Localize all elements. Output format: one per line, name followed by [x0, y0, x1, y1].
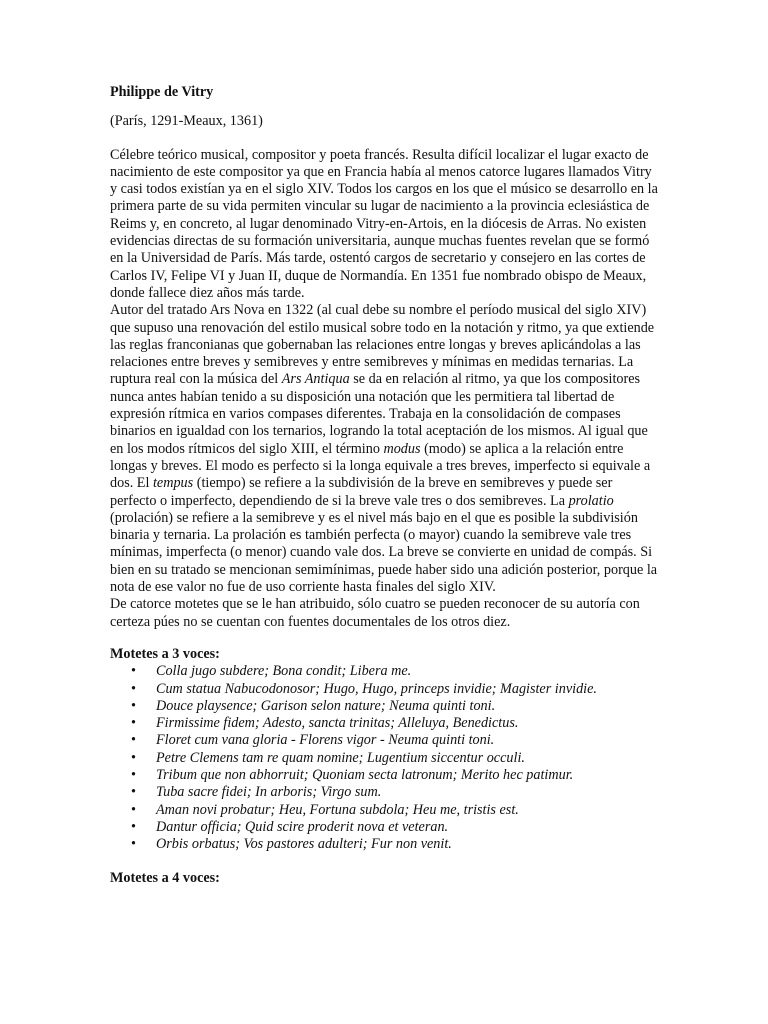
motet-title: Tribum que non abhorruit; Quoniam secta latronum; Merito hec patimur. — [156, 766, 574, 783]
motets-3-voices-section — [110, 646, 662, 854]
document-title: Philippe de Vitry — [110, 84, 214, 100]
motet-list-item — [110, 698, 662, 715]
birth-death-dates: (París, 1291-Meaux, 1361) — [110, 113, 263, 130]
motet-list-item — [110, 784, 662, 801]
motet-list-item — [110, 802, 662, 819]
motet-list-item — [110, 715, 662, 732]
bullet-icon: • — [131, 663, 136, 680]
motet-title: Petre Clemens tam re quam nomine; Lugentium siccentur occuli. — [156, 749, 525, 766]
section-heading: Motetes a 3 voces: — [110, 645, 220, 662]
italic-term: prolatio — [568, 492, 614, 509]
motet-list-item — [110, 663, 662, 680]
bullet-icon: • — [131, 784, 136, 801]
motet-list-item — [110, 819, 662, 836]
bullet-icon: • — [131, 801, 136, 818]
motet-title: Orbis orbatus; Vos pastores adulteri; Fur non venit. — [156, 836, 452, 853]
motet-title: Douce playsence; Garison selon nature; Neuma quinti toni. — [156, 697, 496, 714]
text-run: De catorce motetes que se le han atribuido, sólo cuatro se pueden reconocer de su autoría con certeza púes no se cuentan con fuentes documentales de los otros diez. — [110, 596, 640, 630]
text-run: Célebre teórico musical, compositor y poeta francés. Resulta difícil localizar el lugar exacto de nacimiento de este compositor ya que en Francia había al menos catorce lugares llamados Vitry y casi todos existían ya en el siglo XIV. Todos los cargos en los que el músico se desarrollo en la primera parte de su vida permiten vincular su lugar de nacimiento a la provincia eclesiástica de Reims y, en concreto, al lugar denominado Vitry-en-Artois, en la diócesis de Arras. No existen evidencias directas de su formación universitaria, aunque muchas fuentes revelan que se formó en la Universidad de París. Más tarde, ostentó cargos de secretario y consejero en las cortes de Carlos IV, Felipe VI y Juan II, duque de Normandía. En 1351 fue nombrado obispo de Meaux, donde fallece diez años más tarde. — [110, 146, 658, 301]
bullet-icon: • — [131, 680, 136, 697]
bullet-icon: • — [131, 818, 136, 835]
motet-list-item — [110, 750, 662, 767]
text-run: (modo) se aplica a la relación entre longas y breves. El modo es perfecto si la longa equivale a tres breves, imperfecto si equivale a dos. El — [110, 440, 651, 492]
bullet-icon: • — [131, 732, 136, 749]
motet-title: Colla jugo subdere; Bona condit; Libera me. — [156, 663, 412, 680]
text-run: (prolación) se refiere a la semibreve y es el nivel más bajo en el que es posible la subdivisión binaria y ternaria. La prolación es también perfecta (o mayor) cuando la semibreve vale tres mínimas, imperfecta (o menor) cuando vale dos. La breve se convierte en unidad de compás. Si bien en su tratado se mencionan semimínimas, puede haber sido una adición posterior, porque la nota de ese valor no fue de uso corriente hasta finales del siglo XIV. — [110, 509, 658, 596]
bullet-icon: • — [131, 749, 136, 766]
motet-list-item — [110, 681, 662, 698]
italic-term: modus — [383, 440, 421, 457]
motet-title: Floret cum vana gloria - Florens vigor - Neuma quinti toni. — [156, 732, 495, 749]
motet-title: Dantur officia; Quid scire proderit nova et veteran. — [156, 818, 449, 835]
motets-intro-paragraph — [110, 596, 662, 631]
section-heading: Motetes a 4 voces: — [110, 870, 220, 887]
motet-title: Firmissime fidem; Adesto, sancta trinitas; Alleluya, Benedictus. — [156, 715, 519, 732]
motet-title: Aman novi probatur; Heu, Fortuna subdola; Heu me, tristis est. — [156, 801, 519, 818]
italic-term: tempus — [152, 475, 194, 492]
italic-term: Ars Antiqua — [281, 371, 350, 388]
motet-list-item — [110, 732, 662, 749]
bullet-icon: • — [131, 766, 136, 783]
motets-3-voices-list — [110, 663, 662, 853]
document-page — [110, 84, 662, 888]
motet-list-item — [110, 767, 662, 784]
text-run: se da en relación al ritmo, ya que los compositores nunca antes habían tenido a su disposición una notación que les permitiera tal libertad de expresión rítmica en varios compases diferentes. Trabaja en la consolidación de compases binarios en igualdad con los ternarios, logrando la total aceptación de los mismos. Al igual que en los modos rítmicos del siglo XIII, el término — [110, 371, 648, 457]
bullet-icon: • — [131, 836, 136, 853]
bullet-icon: • — [131, 715, 136, 732]
text-run: (tiempo) se refiere a la subdivisión de la breve en semibreves y puede ser perfecto o imperfecto, dependiendo de si la breve vale tres o dos semibreves. La — [110, 475, 613, 509]
biography-paragraph — [110, 147, 662, 303]
motets-4-voices-section — [110, 870, 662, 887]
bullet-icon: • — [131, 697, 136, 714]
motet-list-item — [110, 836, 662, 853]
text-run: Autor del tratado Ars Nova en 1322 (al cual debe su nombre el período musical del siglo XIV) que supuso una renovación del estilo musical sobre todo en la notación y ritmo, ya que extiende las reglas franconianas que gobernaban las relaciones entre longas y breves aplicándolas a las relaciones entre breves y semibreves y entre semibreves y mínimas en medidas ternarias. La ruptura real con la música del — [110, 302, 655, 388]
motet-title: Cum statua Nabucodonosor; Hugo, Hugo, princeps invidie; Magister invidie. — [156, 680, 597, 697]
motet-title: Tuba sacre fidei; In arboris; Virgo sum. — [156, 784, 382, 801]
biography-text — [110, 147, 662, 631]
notation-paragraph — [110, 302, 662, 596]
